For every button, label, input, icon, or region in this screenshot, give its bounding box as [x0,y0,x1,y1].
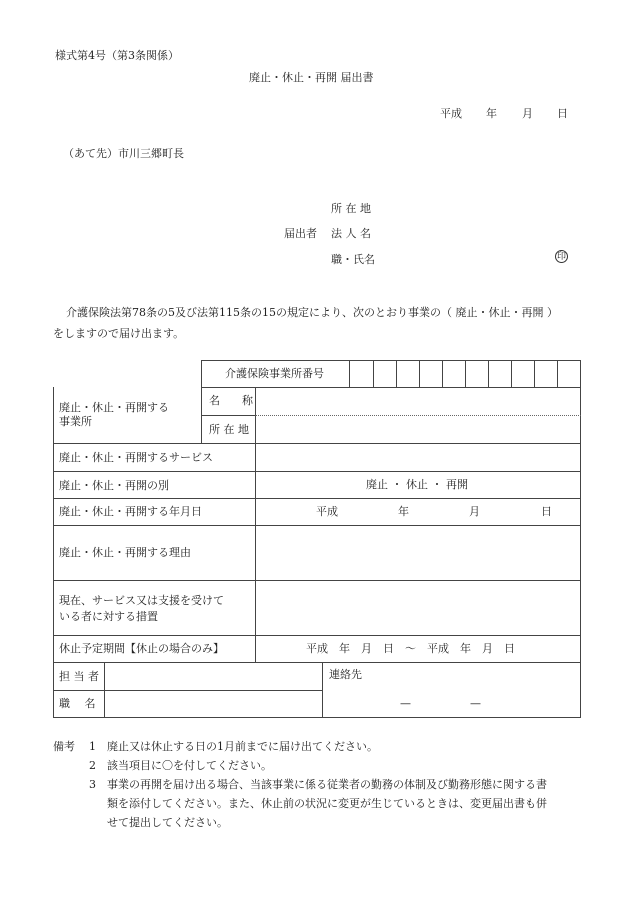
reason-field[interactable] [255,526,581,581]
form-number: 様式第4号（第3条関係） [55,49,179,62]
table-date-day: 日 [541,505,552,518]
title-name-label: 職・氏名 [331,253,375,266]
notifier-label: 届出者 [284,227,317,240]
facility-label-cell [53,387,201,444]
measures-field[interactable] [255,581,581,636]
type-label: 廃止・休止・再開の別 [59,479,169,492]
location-label: 所 在 地 [331,202,371,215]
office-number-label: 介護保険事業所番号 [225,367,324,380]
address-label: 所 在 地 [209,423,249,436]
note-2-num: 2 [89,759,96,772]
person-field[interactable] [104,663,323,691]
notes-label: 備考 [53,740,75,753]
position-field[interactable] [104,690,323,718]
position-label: 職 名 [59,697,96,710]
service-label: 廃止・休止・再開するサービス [59,451,213,464]
office-number-input[interactable] [349,360,581,388]
table-date-month: 月 [469,505,480,518]
note-1-num: 1 [89,740,96,753]
corp-name-label: 法 人 名 [331,227,371,240]
suspension-period-field[interactable] [255,636,581,663]
facility-name-field[interactable] [255,387,581,416]
person-label: 担 当 者 [59,670,99,683]
suspension-value: 平成 年 月 日 ～ 平成 年 月 日 [306,642,515,655]
name-label: 名 称 [209,394,253,407]
date-era: 平成 [440,107,462,120]
date-field[interactable] [255,499,581,526]
phone-dash-1: — [400,697,411,710]
table-date-era: 平成 [316,505,338,518]
note-3-num: 3 [89,778,96,791]
note-3-line-3: せて提出してください。 [107,816,228,829]
seal-mark: 印 [556,252,566,262]
date-month: 月 [522,107,533,120]
facility-address-field[interactable] [255,416,581,444]
table-date-year: 年 [398,505,409,518]
facility-label-1: 廃止・休止・再開する [59,401,169,414]
type-select[interactable] [255,472,581,499]
note-3-line-2: 類を添付してください。また、休止前の状況に変更が生じているときは、変更届出書も併 [107,797,547,810]
intro-line-1: 介護保険法第78条の5及び法第115条の15の規定により、次のとおり事業の（ 廃止・休止・再開 ） [66,306,558,319]
addressee: （あて先）市川三郷町長 [63,147,184,160]
measures-label-1: 現在、サービス又は支援を受けて [59,594,224,607]
phone-dash-2: — [470,697,481,710]
intro-line-2: をしますので届け出ます。 [53,327,185,340]
measures-label-2: いる者に対する措置 [59,610,158,623]
office-number-label-cell [201,360,349,388]
contact-field[interactable] [322,663,581,718]
note-3-text: 事業の再開を届け出る場合、当該事業に係る従業者の勤務の体制及び勤務形態に関する書 [107,778,547,791]
document-title: 廃止・休止・再開 届出書 [249,71,374,84]
date-year: 年 [486,107,497,120]
date-day: 日 [557,107,568,120]
service-field[interactable] [255,444,581,472]
note-1-text: 廃止又は休止する日の1月前までに届け出てください。 [107,740,378,753]
contact-label: 連絡先 [329,668,362,681]
type-value: 廃止 ・ 休止 ・ 再開 [366,478,468,491]
facility-label-2: 事業所 [59,415,92,428]
date-label: 廃止・休止・再開する年月日 [59,505,202,518]
suspension-label: 休止予定期間【休止の場合のみ】 [59,642,224,655]
note-2-text: 該当項目に〇を付してください。 [107,759,272,772]
reason-label: 廃止・休止・再開する理由 [59,546,191,559]
